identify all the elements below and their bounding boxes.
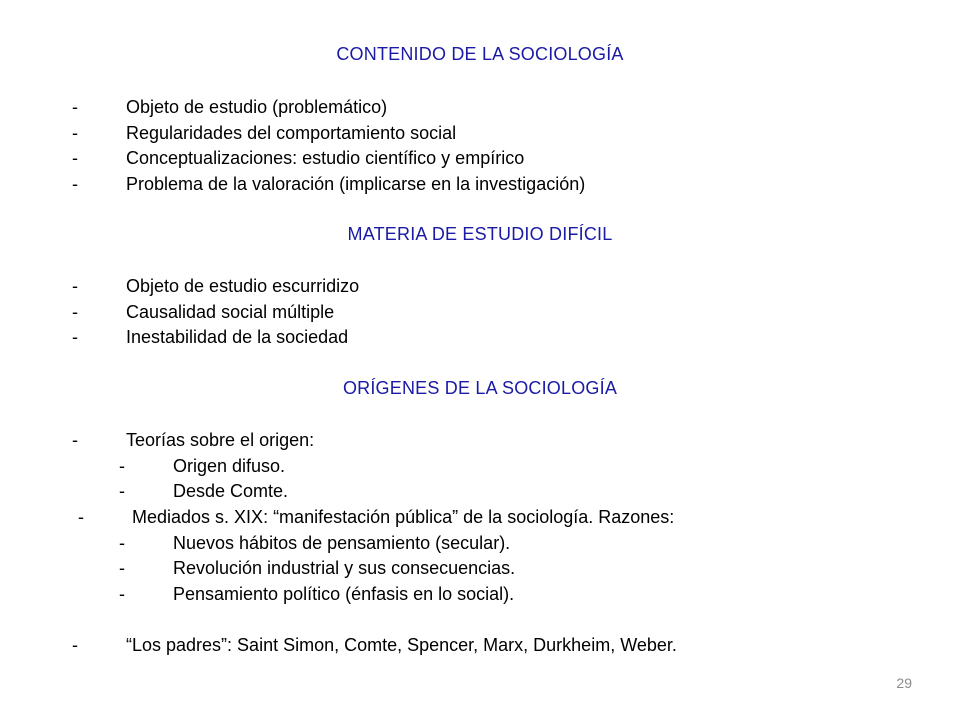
bullet-dash: - xyxy=(119,558,125,578)
list-item-text: Teorías sobre el origen: xyxy=(126,430,315,450)
page-number: 29 xyxy=(896,675,912,691)
bullet-dash: - xyxy=(72,123,78,143)
bullet-dash: - xyxy=(119,533,125,553)
bullet-dash: - xyxy=(72,302,78,322)
bullet-dash: - xyxy=(78,507,84,527)
bullet-dash: - xyxy=(72,97,78,117)
sub-list-item-text: Nuevos hábitos de pensamiento (secular). xyxy=(173,533,511,553)
sub-list-item-text: Revolución industrial y sus consecuencias. xyxy=(173,558,516,578)
bullet-dash: - xyxy=(72,327,78,347)
heading-materia: MATERIA DE ESTUDIO DIFÍCIL xyxy=(347,224,613,244)
list-item-text: Objeto de estudio escurridizo xyxy=(126,276,360,296)
list-item-text: Regularidades del comportamiento social xyxy=(126,123,457,143)
bullet-dash: - xyxy=(72,635,78,655)
sub-list-item-text: Origen difuso. xyxy=(173,456,286,476)
bullet-dash: - xyxy=(72,174,78,194)
bullet-dash: - xyxy=(72,148,78,168)
list-item-text: Mediados s. XIX: “manifestación pública” de la sociología. Razones: xyxy=(132,507,675,527)
bullet-dash: - xyxy=(119,584,125,604)
list-item-text: “Los padres”: Saint Simon, Comte, Spencer, Marx, Durkheim, Weber. xyxy=(126,635,677,655)
sub-list-item-text: Pensamiento político (énfasis en lo social). xyxy=(173,584,515,604)
heading-origenes: ORÍGENES DE LA SOCIOLOGÍA xyxy=(342,378,618,398)
list-item-text: Objeto de estudio (problemático) xyxy=(126,97,388,117)
heading-contenido: CONTENIDO DE LA SOCIOLOGÍA xyxy=(336,44,624,64)
bullet-dash: - xyxy=(72,430,78,450)
list-item-text: Problema de la valoración (implicarse en la investigación) xyxy=(126,174,586,194)
list-item-text: Inestabilidad de la sociedad xyxy=(126,327,349,347)
bullet-dash: - xyxy=(119,456,125,476)
sub-list-item-text: Desde Comte. xyxy=(173,481,289,501)
list-item-text: Conceptualizaciones: estudio científico y empírico xyxy=(126,148,525,168)
list-item-text: Causalidad social múltiple xyxy=(126,302,335,322)
bullet-dash: - xyxy=(72,276,78,296)
bullet-dash: - xyxy=(119,481,125,501)
